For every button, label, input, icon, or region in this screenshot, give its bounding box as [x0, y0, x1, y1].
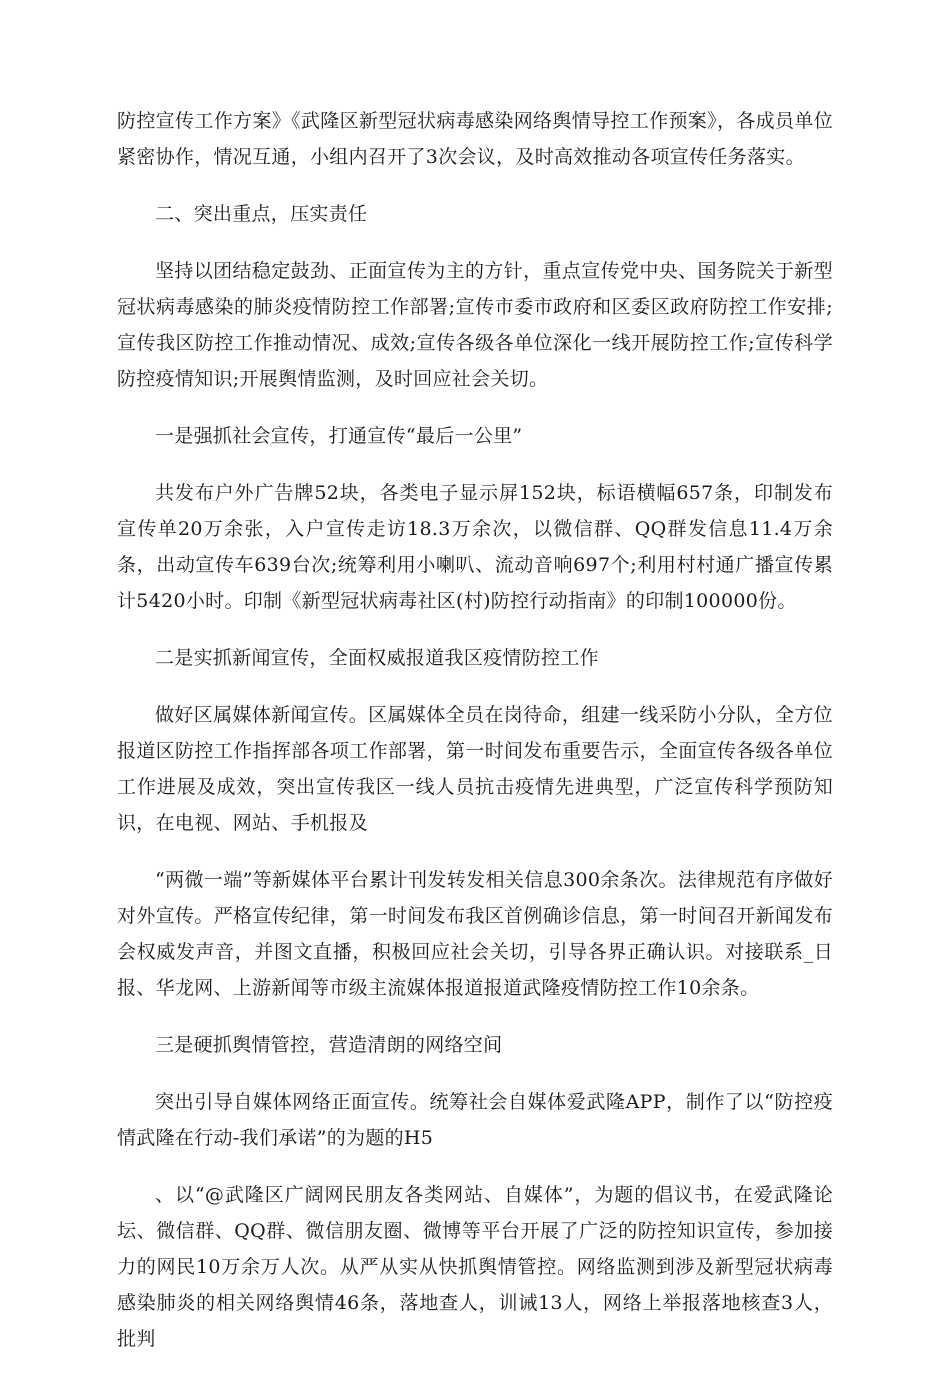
document-body [117, 103, 833, 1378]
subheading-opinion-control: 三是硬抓舆情管控，营造清朗的网络空间 [155, 1034, 503, 1056]
subheading-social-publicity: 一是强抓社会宣传，打通宣传“最后一公里” [155, 425, 523, 447]
section-heading-two: 二、突出重点，压实责任 [155, 203, 368, 225]
paragraph-policy: 坚持以团结稳定鼓劲、正面宣传为主的方针，重点宣传党中央、国务院关于新型冠状病毒感染的肺炎疫情防控工作部署;宣传市委市政府和区委区政府防控工作安排;宣传我区防控工作推动情况、成效;宣传各级各单位深化一线开展防控工作;宣传科学防控疫情知识;开展舆情监测，及时回应社会关切。 [117, 260, 833, 390]
paragraph-district-media: 做好区属媒体新闻宣传。区属媒体全员在岗待命，组建一线采防小分队，全方位报道区防控工作指挥部各项工作部署，第一时间发布重要告示，全面宣传各级各单位工作进展及成效，突出宣传我区一线人员抗击疫情先进典型，广泛宣传科学预防知识，在电视、网站、手机报及 [117, 704, 833, 834]
paragraph-new-media: “两微一端”等新媒体平台累计刊发转发相关信息300余条次。法律规范有序做好对外宣传。严格宣传纪律，第一时间发布我区首例确诊信息，第一时间召开新闻发布会权威发声音，并图文直播，积极回应社会关切，引导各界正确认识。对接联系_日报、华龙网、上游新闻等市级主流媒体报道报道武隆疫情防控工作10余条。 [117, 869, 833, 999]
paragraph-social-stats: 共发布户外广告牌52块，各类电子显示屏152块，标语横幅657条，印制发布宣传单20万余张，入户宣传走访18.3万余次，以微信群、QQ群发信息11.4万余条，出动宣传车639台次;统筹利用小喇叭、流动音响697个;利用村村通广播宣传累计5420小时。印制《新型冠状病毒社区(村)防控行动指南》的印制100000份。 [117, 482, 833, 612]
paragraph-initiative: 、以“@武隆区广阔网民朋友各类网站、自媒体”，为题的倡议书，在爱武隆论坛、微信群、QQ群、微信朋友圈、微博等平台开展了广泛的防控知识宣传，参加接力的网民10万余万人次。从严从实从快抓舆情管控。网络监测到涉及新型冠状病毒感染肺炎的相关网络舆情46条，落地查人，训诫13人，网络上举报落地核查3人，批判 [117, 1184, 833, 1350]
paragraph-intro-continuation: 防控宣传工作方案》《武隆区新型冠状病毒感染网络舆情导控工作预案》，各成员单位紧密协作，情况互通，小组内召开了3次会议，及时高效推动各项宣传任务落实。 [117, 110, 833, 168]
paragraph-self-media: 突出引导自媒体网络正面宣传。统筹社会自媒体爱武隆APP，制作了以“防控疫情武隆在行动-我们承诺”的为题的H5 [117, 1091, 833, 1149]
subheading-news-publicity: 二是实抓新闻宣传，全面权威报道我区疫情防控工作 [155, 647, 599, 669]
